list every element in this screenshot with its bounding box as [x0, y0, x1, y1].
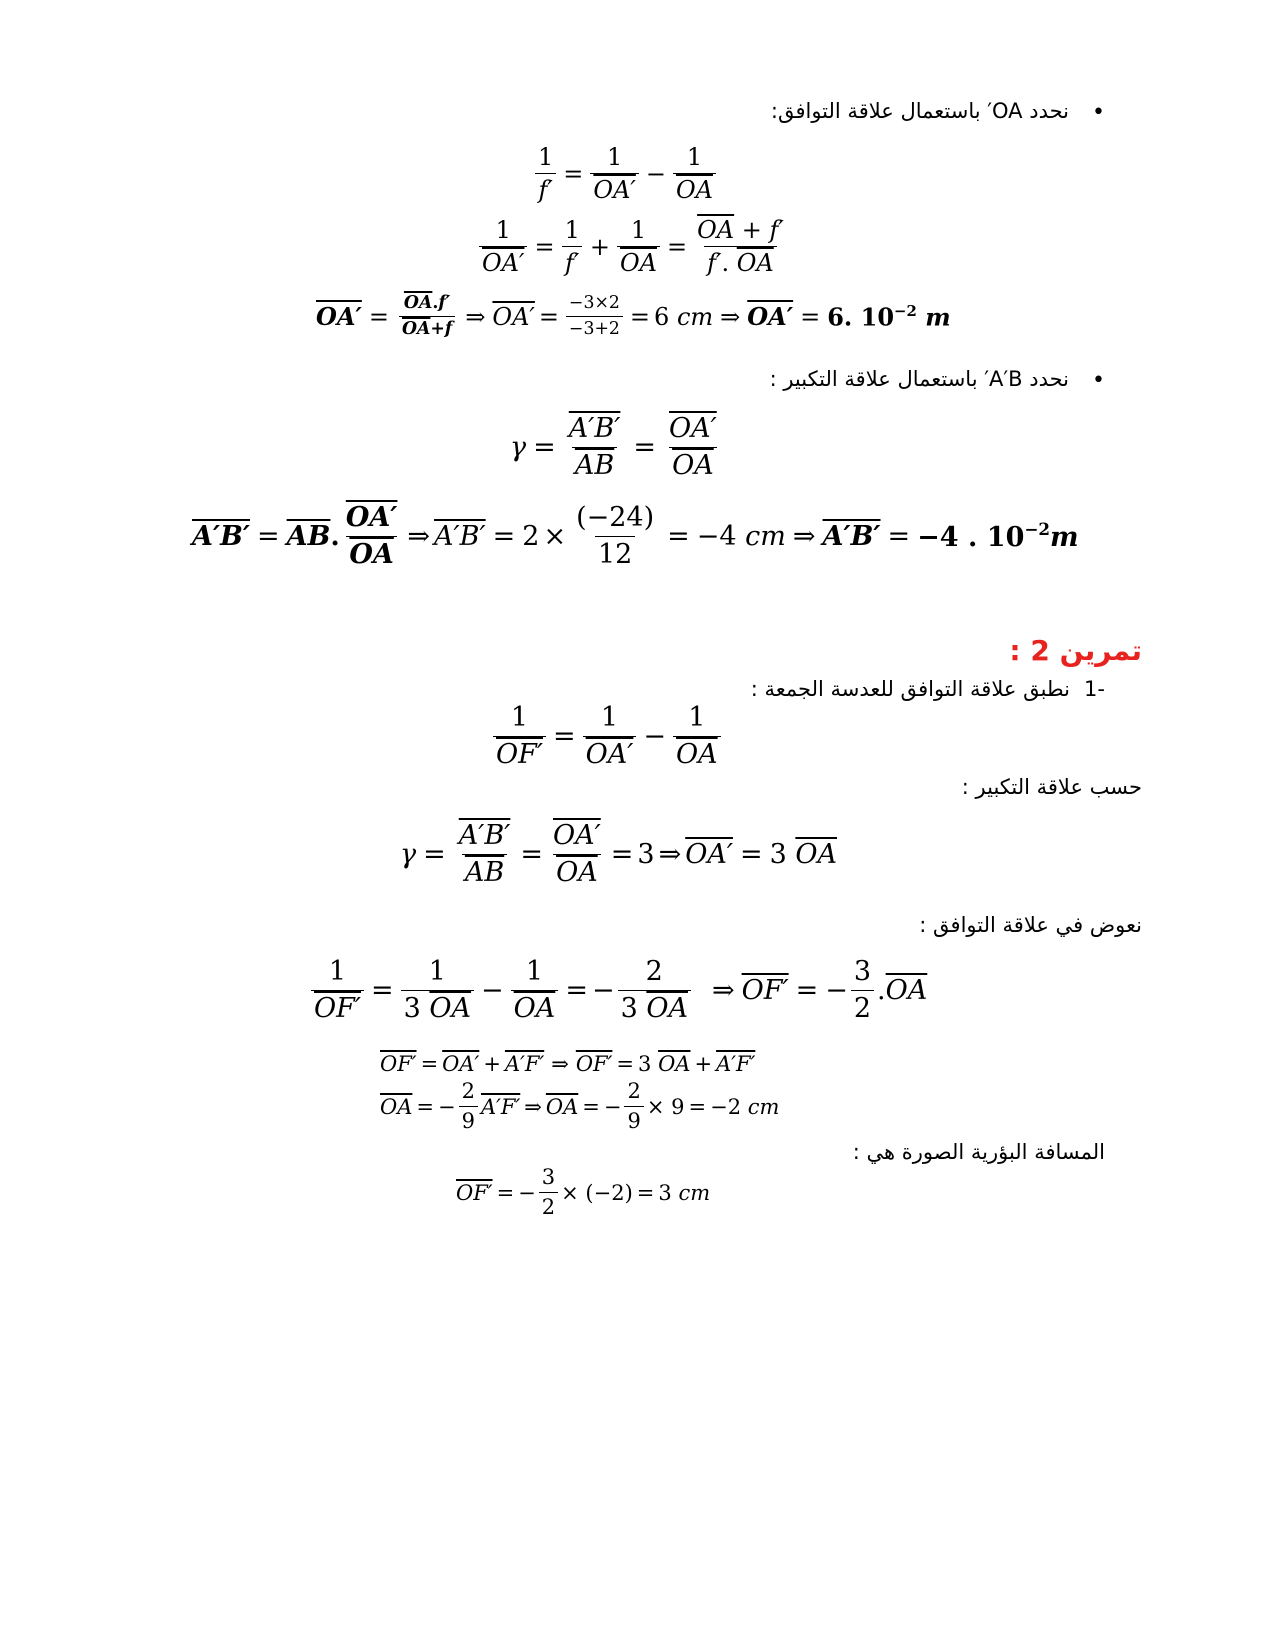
text-line-substitute: نعوض في علاقة التوافق :: [919, 913, 1142, 937]
exercise-2-heading: تمرين 2 :: [1009, 634, 1142, 667]
equation-a-b-prime-result: A′B′ = $\overline{AB}$ . $\frac{OA'}{OA}$ ⇒ A′B′ = 2 × $\frac{(-24)}{12}$ = −4 cm ⇒ A′B′ = −4 . $10^{-2}m$: [192, 502, 1079, 570]
equation-chasles: OF′ = OA′ + A′F′ ⇒ OF′ = 3 $\overline{OA}$ + A′F′: [380, 1052, 756, 1076]
equation-oa-prime-result: OA′ = $\frac{\overline{OA}.f'}{\overline{OA}+f}$ ⇒ OA′ = $\frac{-3\times 2}{-3+2}$ = 6 cm ⇒ OA′ = 6. $10^{-2}$ m: [316, 293, 951, 339]
equation-conjugation-2: $\frac{1}{OA'}$ = $\frac{1}{f'}$ + $\frac{1}{OA}$ = $\frac{\overline{OA} + f'}{f'. \overline{OA}}$: [476, 217, 790, 277]
step-1-number: -1: [1084, 677, 1105, 701]
bullet-2: •: [1092, 368, 1105, 393]
text-line-find-oa-prime: نحدد OA′ باستعمال علاقة التوافق:: [770, 99, 1069, 123]
text-line-magnification: حسب علاقة التكبير :: [961, 775, 1142, 799]
bullet-1: •: [1092, 100, 1105, 125]
equation-magnification-2: γ = $\frac{A'B'}{AB}$ = $\frac{OA'}{OA}$ = 3 ⇒ OA′ = 3 $\overline{OA}$: [400, 820, 838, 888]
step-1-text: نطبق علاقة التوافق للعدسة الجمعة :: [750, 677, 1070, 701]
text-line-focal-distance: المسافة البؤرية الصورة هي :: [852, 1140, 1105, 1164]
equation-substitution: $\frac{1}{OF'}$ = $\frac{1}{3 \overline{OA}}$ − $\frac{1}{OA}$ = − $\frac{2}{3 \overline{OA}}$ ⇒ OF′ = − $\frac{3}{2}$ . $\overline{OA}$: [308, 957, 927, 1023]
equation-oa-result: $\overline{OA}$ = − $\frac{2}{9}$ A′F′ ⇒ $\overline{OA}$ = − $\frac{2}{9}$ × 9 = −2 cm: [380, 1079, 780, 1134]
equation-conjugation-lens: $\frac{1}{OF'}$ = $\frac{1}{OA'}$ − $\frac{1}{OA}$: [490, 703, 724, 769]
text-line-find-a-b-prime: نحدد A′B′ باستعمال علاقة التكبير :: [769, 367, 1069, 391]
equation-magnification-1: γ = $\frac{A'B'}{AB}$ = $\frac{OA'}{OA}$: [510, 413, 717, 481]
equation-focal-result: OF′ = − $\frac{3}{2}$ × (−2) = 3 cm: [456, 1165, 711, 1220]
equation-conjugation-1: $\frac{1}{f'}$ = $\frac{1}{OA'}$ − $\frac{1}{OA}$: [532, 144, 719, 204]
